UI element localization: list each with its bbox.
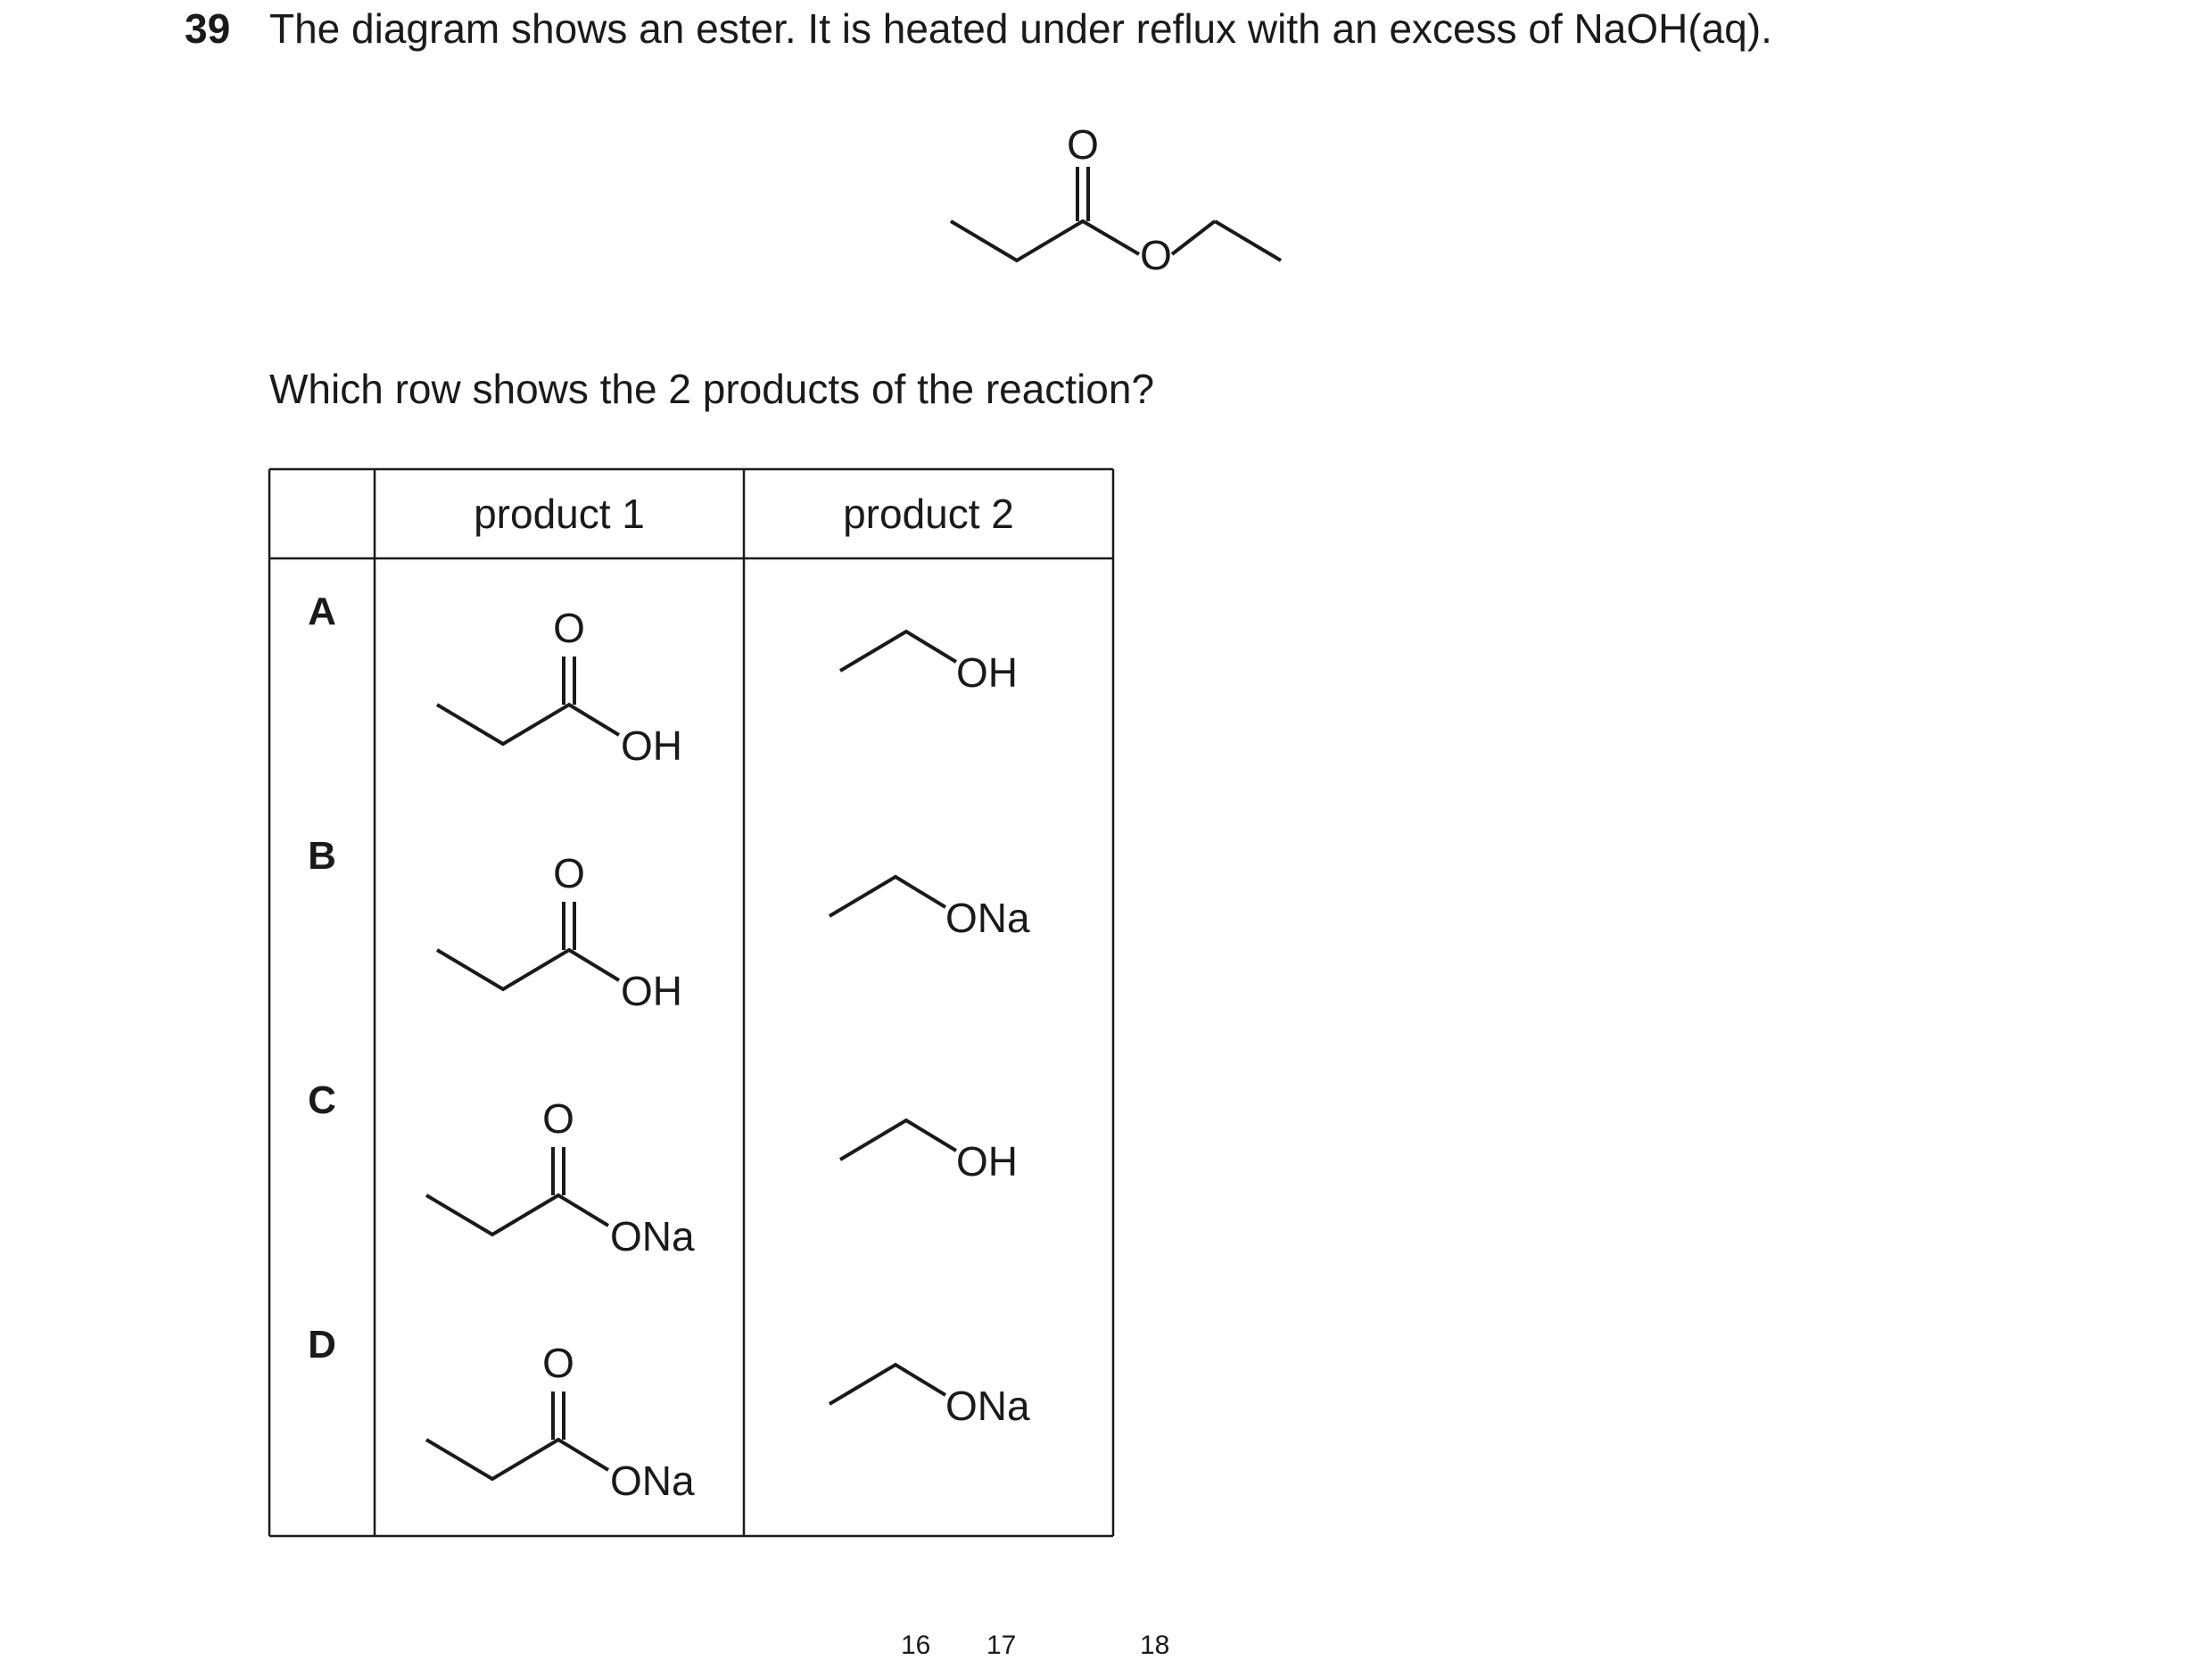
row-b-product-2-group: ONa [945, 895, 1030, 941]
row-label-c: C [308, 1078, 336, 1122]
row-label-b: B [308, 834, 336, 878]
footer-fragment: 18 [1140, 1631, 1170, 1660]
row-label-d: D [308, 1323, 336, 1367]
row-c-product-1-carbonyl-o: O [542, 1095, 574, 1142]
row-a-product-2-group: OH [956, 649, 1018, 696]
row-d-product-1-structure [400, 1333, 721, 1520]
row-a-product-1-carbonyl-o: O [553, 605, 585, 651]
row-a-product-1-group: OH [621, 723, 682, 769]
row-b-product-2-structure [810, 861, 1113, 968]
row-d-product-2-structure [810, 1349, 1113, 1456]
row-b-product-1-structure [410, 843, 714, 1030]
question-prompt: Which row shows the 2 products of the reaction? [269, 366, 1155, 412]
footer-fragment: 17 [986, 1631, 1017, 1660]
row-b-product-1-group: OH [621, 968, 682, 1014]
question-number: 39 [185, 5, 231, 52]
table-header-product-1: product 1 [474, 491, 645, 537]
row-c-product-2-structure [821, 1104, 1106, 1211]
row-c-product-2-group: OH [956, 1138, 1018, 1185]
row-d-product-1-carbonyl-o: O [542, 1340, 574, 1386]
row-c-product-1-structure [400, 1088, 721, 1276]
ester-bridge-o: O [1140, 232, 1172, 278]
table-header-product-2: product 2 [843, 491, 1014, 537]
footer-fragment: 16 [901, 1631, 931, 1660]
row-a-product-1-structure [410, 598, 714, 785]
row-d-product-2-group: ONa [945, 1383, 1030, 1429]
row-d-product-1-group: ONa [610, 1458, 695, 1504]
row-label-a: A [308, 590, 336, 633]
row-a-product-2-structure [821, 615, 1106, 723]
row-b-product-1-carbonyl-o: O [553, 850, 585, 896]
question-stem: The diagram shows an ester. It is heated under reflux with an excess of NaOH(aq). [269, 5, 1772, 52]
ester-carbonyl-o: O [1067, 121, 1099, 168]
row-c-product-1-group: ONa [610, 1213, 695, 1259]
